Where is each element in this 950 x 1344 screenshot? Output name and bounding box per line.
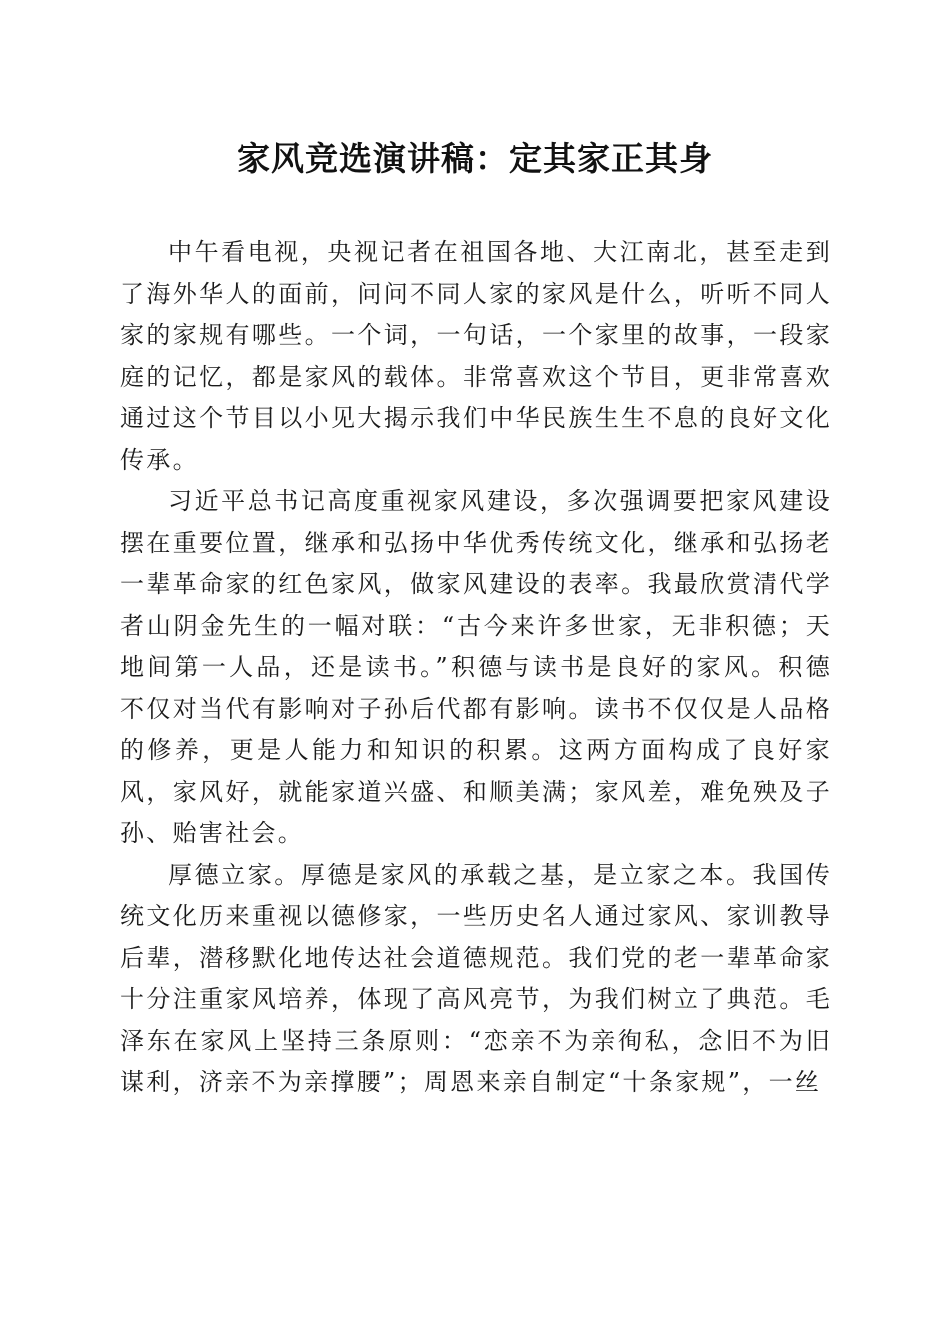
document-body — [120, 232, 832, 1104]
paragraph-3: 厚德立家。厚德是家风的承载之基，是立家之本。我国传统文化历来重视以德修家，一些历史名人通过家风、家训教导后辈，潜移默化地传达社会道德规范。我们党的老一辈革命家十分注重家风培养，体现了高风亮节，为我们树立了典范。毛泽东在家风上坚持三条原则：“恋亲不为亲徇私，念旧不为旧谋利，济亲不为亲撑腰”；周恩来亲自制定“十条家规”，一丝 — [120, 860, 832, 1096]
paragraph-2: 习近平总书记高度重视家风建设，多次强调要把家风建设摆在重要位置，继承和弘扬中华优秀传统文化，继承和弘扬老一辈革命家的红色家风，做家风建设的表率。我最欣赏清代学者山阴金先生的一幅对联：“古今来许多世家，无非积德；天地间第一人品，还是读书。”积德与读书是良好的家风。积德不仅对当代有影响对子孙后代都有影响。读书不仅仅是人品格的修养，更是人能力和知识的积累。这两方面构成了良好家风，家风好，就能家道兴盛、和顺美满；家风差，难免殃及子孙、贻害社会。 — [120, 487, 832, 847]
document-title: 家风竞选演讲稿：定其家正其身 — [237, 139, 713, 178]
paragraph-1: 中午看电视，央视记者在祖国各地、大江南北，甚至走到了海外华人的面前，问问不同人家的家风是什么，听听不同人家的家规有哪些。一个词，一句话，一个家里的故事，一段家庭的记忆，都是家风的载体。非常喜欢这个节目，更非常喜欢通过这个节目以小见大揭示我们中华民族生生不息的良好文化传承。 — [120, 238, 832, 474]
